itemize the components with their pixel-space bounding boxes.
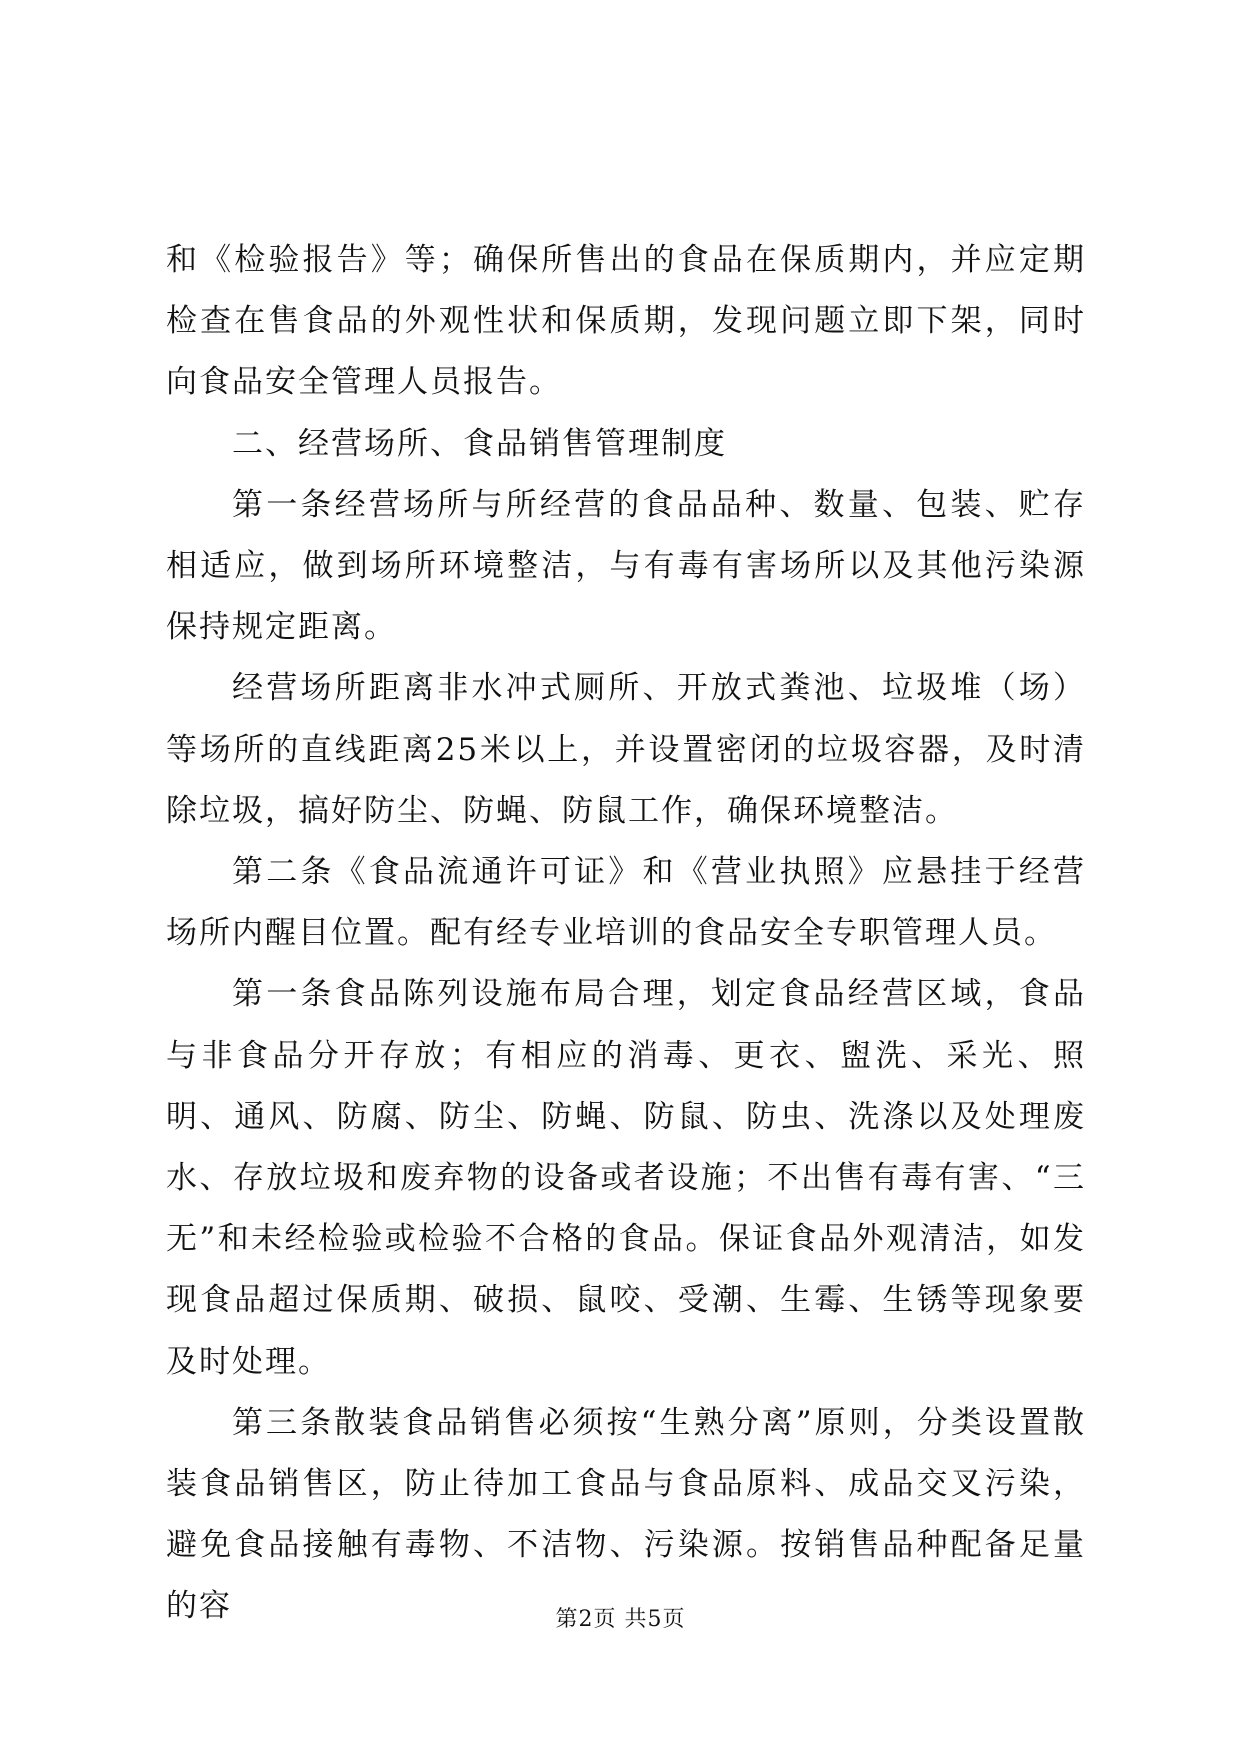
page-number: 第2页 共5页 <box>555 1607 686 1632</box>
document-body <box>166 230 1086 1638</box>
paragraph-article-3: 第三条散装食品销售必须按“生熟分离”原则，分类设置散装食品销售区，防止待加工食品与食品原料、成品交叉污染，避免食品接触有毒物、不洁物、污染源。按销售品种配备足量的容 <box>166 1404 1086 1625</box>
paragraph-display-facilities: 第一条食品陈列设施布局合理，划定食品经营区域，食品与非食品分开存放；有相应的消毒、更衣、盥洗、采光、照明、通风、防腐、防尘、防蝇、防鼠、防虫、洗涤以及处理废水、存放垃圾和废弃物的设备或者设施；不出售有毒有害、“三无”和未经检验或检验不合格的食品。保证食品外观清洁，如发现食品超过保质期、破损、鼠咬、受潮、生霉、生锈等现象要及时处理。 <box>166 976 1086 1380</box>
section-heading: 二、经营场所、食品销售管理制度 <box>232 425 727 462</box>
paragraph-article-2: 第二条《食品流通许可证》和《营业执照》应悬挂于经营场所内醒目位置。配有经专业培训的食品安全专职管理人员。 <box>166 854 1086 952</box>
paragraph-continuation: 和《检验报告》等；确保所售出的食品在保质期内，并应定期检查在售食品的外观性状和保质期，发现问题立即下架，同时向食品安全管理人员报告。 <box>166 242 1086 401</box>
paragraph-distance-rule: 经营场所距离非水冲式厕所、开放式粪池、垃圾堆（场）等场所的直线距离25米以上，并设置密闭的垃圾容器，及时清除垃圾，搞好防尘、防蝇、防鼠工作，确保环境整洁。 <box>166 670 1086 829</box>
page-footer <box>0 1602 1241 1633</box>
paragraph-article-1: 第一条经营场所与所经营的食品品种、数量、包装、贮存相适应，做到场所环境整洁，与有毒有害场所以及其他污染源保持规定距离。 <box>166 486 1086 646</box>
